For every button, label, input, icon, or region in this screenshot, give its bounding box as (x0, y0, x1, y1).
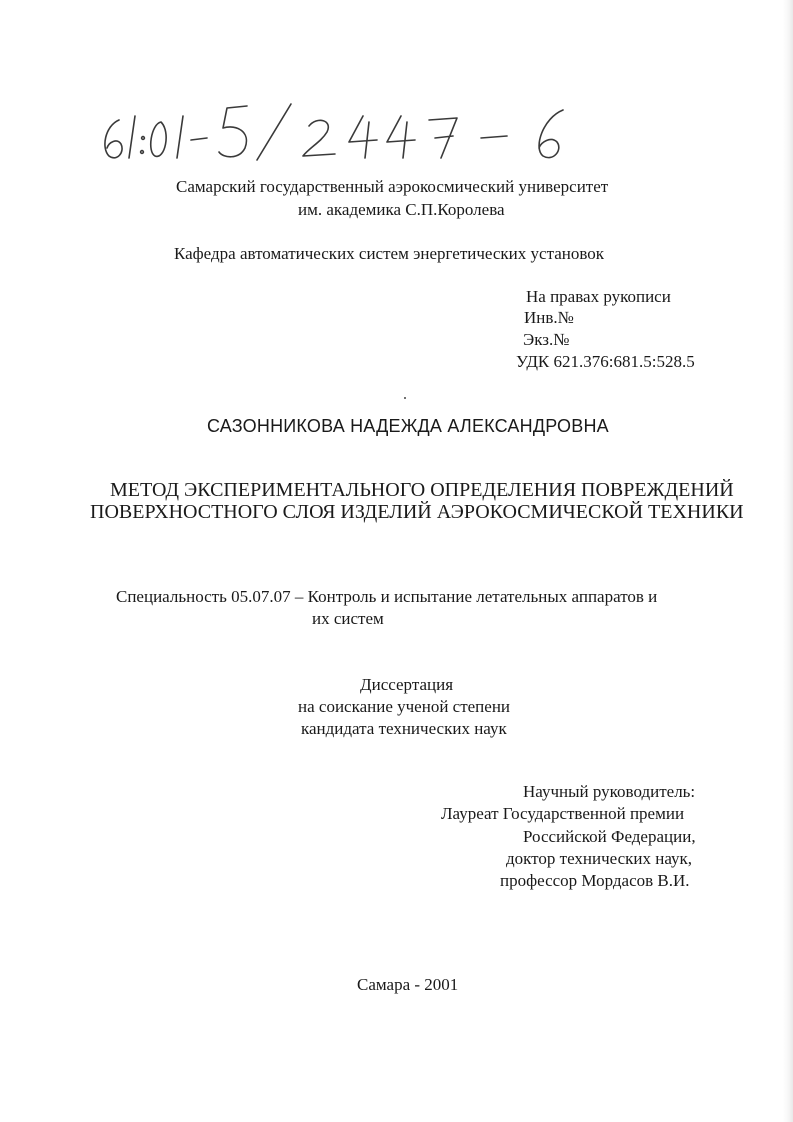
specialty-line2: их систем (312, 609, 384, 628)
specialty-line1: Специальность 05.07.07 – Контроль и испытание летательных аппаратов и (116, 587, 658, 606)
scan-shadow-edge (783, 0, 793, 1122)
advisor-name: профессор Мордасов В.И. (500, 871, 690, 890)
advisor-award-country: Российской Федерации, (523, 827, 696, 846)
dissertation-title-line1: МЕТОД ЭКСПЕРИМЕНТАЛЬНОГО ОПРЕДЕЛЕНИЯ ПОВРЕЖДЕНИЙ (110, 479, 734, 501)
advisor-heading: Научный руководитель: (523, 782, 696, 801)
author-name: САЗОННИКОВА НАДЕЖДА АЛЕКСАНДРОВНА (207, 416, 609, 436)
handwritten-archive-number (95, 96, 605, 176)
manuscript-rights: На правах рукописи (526, 287, 671, 306)
degree-name: кандидата технических наук (301, 719, 507, 738)
inventory-number: Инв.№ (524, 308, 574, 327)
place-and-year: Самара - 2001 (357, 975, 459, 994)
dissertation-type: Диссертация (360, 675, 454, 694)
scan-speck (404, 397, 406, 399)
degree-pursuit: на соискание ученой степени (298, 697, 511, 716)
university-name: Самарский государственный аэрокосмический университет (176, 177, 609, 196)
udk-code: УДК 621.376:681.5:528.5 (516, 352, 695, 371)
department-name: Кафедра автоматических систем энергетических установок (174, 244, 605, 263)
copy-number: Экз.№ (523, 330, 570, 349)
dissertation-title-line2: ПОВЕРХНОСТНОГО СЛОЯ ИЗДЕЛИЙ АЭРОКОСМИЧЕСКОЙ ТЕХНИКИ (90, 501, 744, 523)
advisor-award: Лауреат Государственной премии (441, 804, 685, 823)
university-named-after: им. академика С.П.Королева (298, 200, 505, 219)
advisor-degree: доктор технических наук, (506, 849, 693, 868)
